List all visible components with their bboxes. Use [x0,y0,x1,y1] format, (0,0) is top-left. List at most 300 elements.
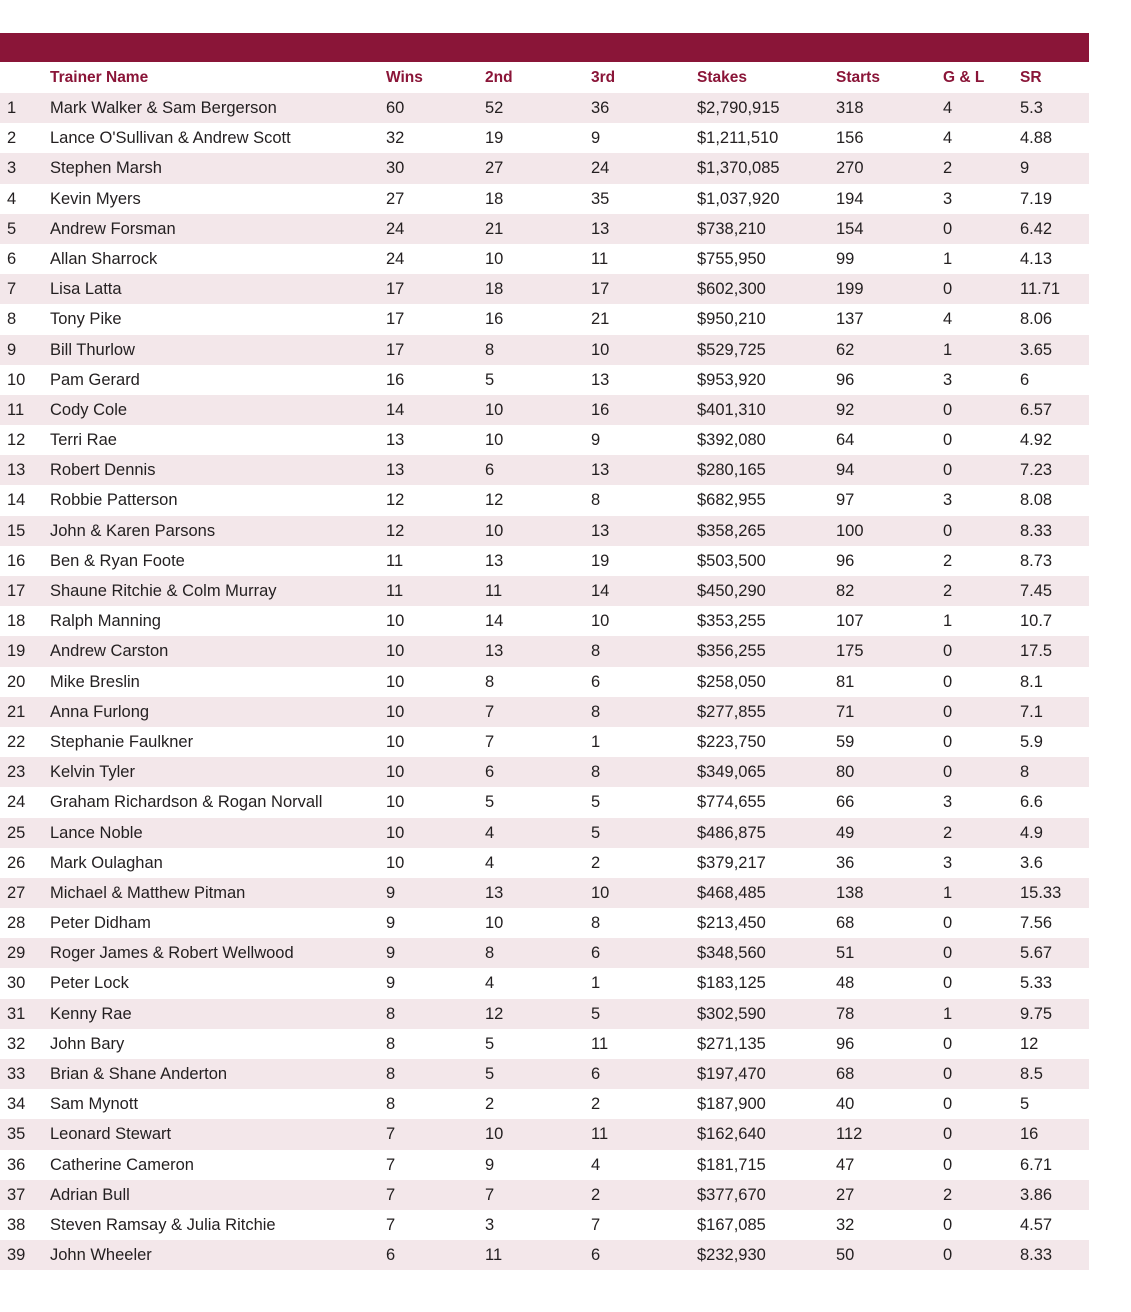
cell-strike-rate: 8.08 [1020,491,1053,510]
cell-stakes: $280,165 [697,461,766,480]
cell-second: 8 [485,340,495,359]
cell-strike-rate: 4.92 [1020,431,1053,450]
cell-third: 6 [591,672,601,691]
cell-starts: 96 [836,370,855,389]
cell-rank: 33 [7,1065,26,1083]
cell-third: 2 [591,1095,601,1114]
cell-stakes: $377,670 [697,1185,766,1204]
cell-trainer-name: Stephanie Faulkner [50,732,194,751]
cell-rank: 26 [7,853,26,872]
cell-strike-rate: 7.1 [1020,702,1043,721]
cell-third: 2 [591,853,601,872]
cell-stakes: $682,955 [697,491,766,510]
cell-trainer-name: Leonard Stewart [50,1125,172,1144]
cell-starts: 154 [836,219,864,238]
cell-second: 10 [485,914,504,933]
cell-second: 27 [485,159,504,178]
cell-strike-rate: 5.33 [1020,974,1053,993]
cell-stakes: $162,640 [697,1125,766,1144]
cell-strike-rate: 8.1 [1020,672,1043,691]
cell-second: 18 [485,280,504,299]
cell-group-listed: 1 [943,1004,953,1023]
cell-group-listed: 0 [943,642,953,661]
cell-third: 7 [591,1215,601,1234]
cell-wins: 11 [386,582,404,600]
cell-wins: 17 [386,280,405,299]
cell-second: 5 [485,370,495,389]
cell-rank: 17 [7,582,26,600]
cell-third: 19 [591,551,610,570]
cell-rank: 27 [7,883,26,902]
cell-second: 12 [485,491,504,510]
cell-stakes: $277,855 [697,702,766,721]
cell-rank: 5 [7,219,17,238]
cell-third: 5 [591,793,601,812]
cell-rank: 15 [7,521,26,540]
cell-third: 24 [591,159,610,178]
cell-second: 8 [485,672,495,691]
cell-starts: 64 [836,431,855,450]
cell-strike-rate: 10.7 [1020,612,1053,631]
cell-group-listed: 0 [943,974,953,993]
cell-trainer-name: Peter Didham [50,914,151,933]
cell-rank: 24 [7,793,26,812]
cell-group-listed: 3 [943,793,953,812]
cell-stakes: $392,080 [697,431,766,450]
cell-third: 6 [591,944,601,963]
cell-stakes: $271,135 [697,1034,766,1053]
cell-wins: 8 [386,1034,396,1053]
cell-stakes: $183,125 [697,974,766,993]
cell-strike-rate: 11.71 [1020,280,1061,299]
cell-group-listed: 0 [943,1125,953,1144]
cell-starts: 96 [836,1034,855,1053]
cell-wins: 27 [386,189,405,208]
cell-group-listed: 3 [943,370,953,389]
cell-rank: 2 [7,129,17,148]
cell-starts: 49 [836,823,855,842]
cell-second: 14 [485,612,504,631]
cell-rank: 11 [7,400,25,419]
cell-wins: 9 [386,883,396,902]
cell-wins: 12 [386,491,405,510]
cell-stakes: $181,715 [697,1155,766,1174]
table-row [0,727,1089,757]
cell-starts: 32 [836,1215,855,1234]
cell-rank: 10 [7,370,26,389]
cell-third: 17 [591,280,610,299]
table-row [0,1240,1089,1270]
cell-starts: 62 [836,340,855,359]
cell-second: 6 [485,461,495,480]
table-row [0,123,1089,153]
cell-starts: 112 [836,1125,863,1144]
cell-stakes: $953,920 [697,370,766,389]
cell-third: 6 [591,1065,601,1083]
cell-trainer-name: Stephen Marsh [50,159,162,178]
cell-second: 16 [485,310,504,329]
cell-strike-rate: 9.75 [1020,1004,1053,1023]
cell-trainer-name: Lance O'Sullivan & Andrew Scott [50,129,291,148]
cell-rank: 7 [7,280,17,299]
table-row [0,395,1089,425]
table-row [0,455,1089,485]
cell-strike-rate: 5.3 [1020,99,1043,117]
cell-wins: 8 [386,1065,396,1083]
cell-rank: 30 [7,974,26,993]
cell-wins: 14 [386,400,405,419]
cell-rank: 38 [7,1215,26,1234]
cell-third: 8 [591,763,601,782]
cell-rank: 20 [7,672,26,691]
cell-trainer-name: Mark Walker & Sam Bergerson [50,99,277,117]
cell-rank: 14 [7,491,26,510]
cell-second: 5 [485,1065,495,1083]
cell-wins: 10 [386,612,405,631]
cell-stakes: $356,255 [697,642,766,661]
cell-starts: 156 [836,129,864,148]
cell-wins: 32 [386,129,405,148]
cell-rank: 31 [7,1004,26,1023]
cell-rank: 34 [7,1095,26,1114]
cell-starts: 36 [836,853,855,872]
cell-wins: 10 [386,732,405,751]
cell-wins: 7 [386,1125,396,1144]
cell-wins: 9 [386,914,396,933]
cell-third: 1 [591,732,601,751]
cell-strike-rate: 15.33 [1020,883,1062,902]
cell-starts: 66 [836,793,855,812]
table-row [0,274,1089,304]
table-title-band [0,33,1089,62]
cell-trainer-name: Allan Sharrock [50,249,158,268]
table-row [0,697,1089,727]
header-strike-rate: SR [1020,69,1042,86]
cell-wins: 7 [386,1155,396,1174]
cell-starts: 27 [836,1185,855,1204]
cell-group-listed: 0 [943,461,953,480]
cell-second: 13 [485,883,504,902]
cell-strike-rate: 7.19 [1020,189,1053,208]
cell-stakes: $950,210 [697,310,766,329]
table-row [0,938,1089,968]
cell-group-listed: 4 [943,99,953,117]
cell-second: 4 [485,974,495,993]
cell-wins: 8 [386,1095,396,1114]
cell-third: 11 [591,1125,609,1144]
cell-wins: 17 [386,340,405,359]
cell-starts: 99 [836,249,855,268]
cell-stakes: $213,450 [697,914,766,933]
cell-group-listed: 0 [943,1065,953,1083]
cell-wins: 13 [386,461,405,480]
cell-stakes: $602,300 [697,280,766,299]
cell-group-listed: 0 [943,431,953,450]
table-row [0,365,1089,395]
cell-wins: 24 [386,219,405,238]
cell-group-listed: 2 [943,1185,953,1204]
table-row [0,968,1089,998]
cell-second: 4 [485,823,495,842]
cell-wins: 10 [386,763,405,782]
cell-third: 11 [591,249,609,268]
table-row [0,485,1089,515]
cell-trainer-name: John & Karen Parsons [50,521,216,540]
cell-starts: 48 [836,974,855,993]
header-wins: Wins [386,69,423,86]
cell-starts: 94 [836,461,855,480]
cell-rank: 23 [7,763,26,782]
cell-second: 11 [485,582,503,600]
cell-second: 13 [485,551,504,570]
cell-strike-rate: 8.33 [1020,521,1053,540]
cell-trainer-name: Ben & Ryan Foote [50,551,185,570]
table-row [0,1210,1089,1240]
cell-group-listed: 2 [943,551,953,570]
cell-stakes: $401,310 [697,400,766,419]
table-row [0,153,1089,183]
table-row [0,667,1089,697]
cell-starts: 81 [836,672,855,691]
cell-group-listed: 0 [943,280,953,299]
cell-second: 52 [485,99,504,117]
cell-second: 10 [485,1125,504,1144]
cell-stakes: $468,485 [697,883,766,902]
cell-stakes: $348,560 [697,944,766,963]
cell-trainer-name: Lance Noble [50,823,143,842]
cell-rank: 37 [7,1185,26,1204]
cell-stakes: $486,875 [697,823,766,842]
cell-starts: 97 [836,491,855,510]
cell-group-listed: 0 [943,1095,953,1114]
table-row [0,757,1089,787]
cell-second: 7 [485,702,495,721]
cell-third: 8 [591,914,601,933]
table-row [0,1089,1089,1119]
cell-third: 21 [591,310,610,329]
cell-rank: 9 [7,340,17,359]
cell-group-listed: 3 [943,189,953,208]
cell-rank: 35 [7,1125,26,1144]
cell-third: 10 [591,883,610,902]
cell-stakes: $755,950 [697,249,766,268]
cell-trainer-name: Anna Furlong [50,702,150,721]
cell-group-listed: 1 [943,883,953,902]
cell-strike-rate: 9 [1020,159,1030,178]
cell-rank: 21 [7,702,26,721]
table-row [0,1119,1089,1149]
cell-strike-rate: 7.23 [1020,461,1053,480]
cell-stakes: $197,470 [697,1065,766,1083]
cell-stakes: $232,930 [697,1246,766,1265]
cell-second: 4 [485,853,495,872]
cell-third: 16 [591,400,610,419]
cell-strike-rate: 3.65 [1020,340,1053,359]
cell-starts: 318 [836,99,864,117]
cell-starts: 82 [836,582,855,600]
cell-group-listed: 0 [943,672,953,691]
cell-stakes: $358,265 [697,521,766,540]
cell-group-listed: 3 [943,491,953,510]
table-row [0,1029,1089,1059]
cell-rank: 16 [7,551,26,570]
cell-trainer-name: Bill Thurlow [50,340,135,359]
cell-second: 10 [485,431,504,450]
cell-group-listed: 0 [943,763,953,782]
cell-starts: 68 [836,914,855,933]
cell-starts: 100 [836,521,864,540]
cell-group-listed: 4 [943,129,953,148]
cell-stakes: $1,211,510 [697,129,779,148]
cell-second: 18 [485,189,504,208]
cell-trainer-name: Graham Richardson & Rogan Norvall [50,793,323,812]
cell-rank: 18 [7,612,26,631]
cell-rank: 19 [7,642,26,661]
cell-wins: 10 [386,702,405,721]
cell-second: 5 [485,793,495,812]
cell-trainer-name: Andrew Forsman [50,219,176,238]
cell-third: 14 [591,582,610,600]
cell-strike-rate: 6 [1020,370,1030,389]
cell-stakes: $379,217 [697,853,766,872]
cell-rank: 8 [7,310,17,329]
cell-trainer-name: Mark Oulaghan [50,853,163,872]
cell-trainer-name: Michael & Matthew Pitman [50,883,246,902]
cell-group-listed: 1 [943,612,953,631]
cell-group-listed: 1 [943,340,953,359]
table-row [0,335,1089,365]
cell-starts: 80 [836,763,855,782]
cell-group-listed: 2 [943,582,953,600]
cell-rank: 32 [7,1034,26,1053]
cell-trainer-name: Sam Mynott [50,1095,139,1114]
cell-starts: 71 [836,702,855,721]
cell-rank: 29 [7,944,26,963]
cell-trainer-name: Kenny Rae [50,1004,132,1023]
cell-trainer-name: Peter Lock [50,974,129,993]
cell-starts: 47 [836,1155,855,1174]
cell-group-listed: 0 [943,1246,953,1265]
cell-stakes: $738,210 [697,219,766,238]
cell-starts: 137 [836,310,864,329]
table-row [0,1180,1089,1210]
cell-second: 10 [485,249,504,268]
cell-second: 2 [485,1095,495,1114]
cell-starts: 78 [836,1004,855,1023]
cell-strike-rate: 17.5 [1020,642,1053,661]
cell-strike-rate: 6.42 [1020,219,1053,238]
cell-stakes: $503,500 [697,551,766,570]
cell-strike-rate: 5.9 [1020,732,1043,751]
cell-stakes: $258,050 [697,672,766,691]
cell-second: 12 [485,1004,504,1023]
cell-strike-rate: 7.56 [1020,914,1053,933]
cell-strike-rate: 5.67 [1020,944,1053,963]
cell-second: 7 [485,1185,495,1204]
cell-third: 8 [591,702,601,721]
cell-third: 13 [591,521,610,540]
cell-wins: 30 [386,159,405,178]
cell-rank: 13 [7,461,26,480]
cell-rank: 4 [7,189,17,208]
cell-stakes: $167,085 [697,1215,766,1234]
cell-trainer-name: Mike Breslin [50,672,140,691]
cell-strike-rate: 8.73 [1020,551,1053,570]
table-row [0,606,1089,636]
cell-second: 10 [485,400,504,419]
cell-strike-rate: 6.71 [1020,1155,1053,1174]
cell-trainer-name: Catherine Cameron [50,1155,194,1174]
cell-starts: 40 [836,1095,855,1114]
cell-starts: 138 [836,883,864,902]
cell-strike-rate: 5 [1020,1095,1030,1114]
table-row [0,636,1089,666]
cell-strike-rate: 4.88 [1020,129,1053,148]
table-row [0,1150,1089,1180]
cell-starts: 96 [836,551,855,570]
trainer-standings-table [0,63,1089,1270]
cell-group-listed: 0 [943,521,953,540]
cell-starts: 68 [836,1065,855,1083]
cell-rank: 22 [7,732,26,751]
cell-third: 11 [591,1034,609,1053]
cell-starts: 199 [836,280,864,299]
cell-stakes: $1,037,920 [697,189,780,208]
cell-wins: 10 [386,823,405,842]
cell-trainer-name: Roger James & Robert Wellwood [50,944,294,963]
cell-trainer-name: Adrian Bull [50,1185,130,1204]
cell-wins: 6 [386,1246,396,1265]
cell-trainer-name: Tony Pike [50,310,122,329]
cell-third: 13 [591,219,610,238]
cell-trainer-name: Steven Ramsay & Julia Ritchie [50,1215,276,1234]
cell-group-listed: 2 [943,159,953,178]
cell-strike-rate: 4.13 [1020,249,1053,268]
cell-second: 5 [485,1034,495,1053]
cell-second: 21 [485,219,504,238]
cell-group-listed: 0 [943,944,953,963]
cell-stakes: $223,750 [697,732,766,751]
cell-trainer-name: Kevin Myers [50,189,141,208]
cell-group-listed: 0 [943,702,953,721]
cell-strike-rate: 6.57 [1020,400,1053,419]
table-row [0,576,1089,606]
cell-third: 8 [591,642,601,661]
table-row [0,818,1089,848]
cell-rank: 36 [7,1155,26,1174]
cell-strike-rate: 3.86 [1020,1185,1053,1204]
cell-stakes: $2,790,915 [697,99,780,117]
cell-group-listed: 4 [943,310,953,329]
table-body [0,93,1089,1270]
cell-stakes: $450,290 [697,582,766,600]
cell-third: 2 [591,1185,601,1204]
cell-trainer-name: John Wheeler [50,1246,152,1265]
cell-stakes: $349,065 [697,763,766,782]
cell-second: 11 [485,1246,503,1265]
cell-wins: 9 [386,974,396,993]
cell-stakes: $774,655 [697,793,766,812]
cell-starts: 270 [836,159,864,178]
cell-trainer-name: Terri Rae [50,431,117,450]
table-header-row [0,63,1089,93]
cell-rank: 1 [7,99,17,117]
cell-starts: 59 [836,732,855,751]
cell-third: 6 [591,1246,601,1265]
cell-strike-rate: 8.33 [1020,1246,1053,1265]
cell-third: 13 [591,461,610,480]
cell-trainer-name: Brian & Shane Anderton [50,1065,228,1083]
